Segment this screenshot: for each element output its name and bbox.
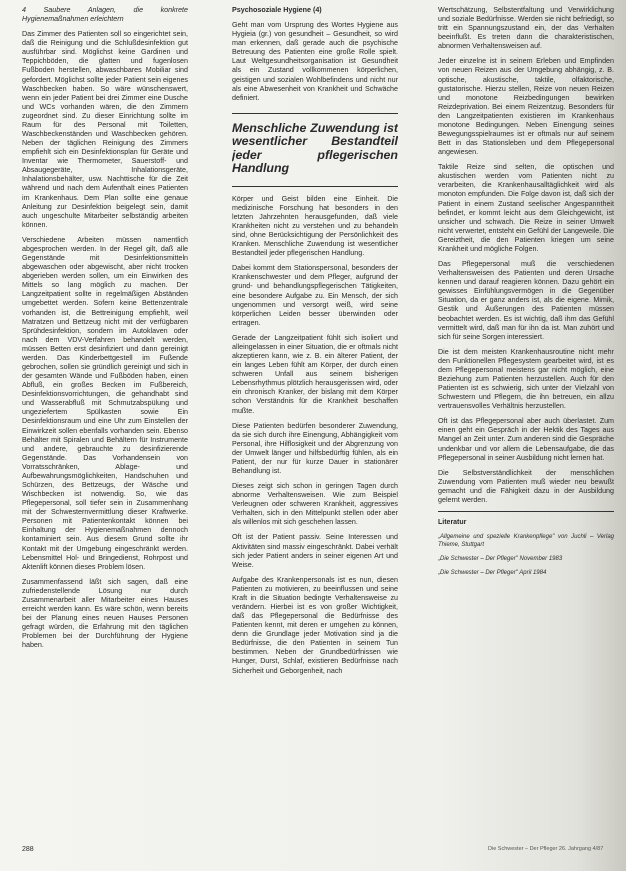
paragraph: Körper und Geist bilden eine Einheit. Die medizinische Forschung hat besonders in den letzten Jahrzehnten herausgefunden, daß viele Krankheiten nicht zu verstehen und zu behandeln sind, ohne Berücksichtigung der Persönlichkeit des Kranken. Menschliche Zuwendung ist wesentlicher Bestandteil jeder pflegerischen Handlung.: [232, 194, 398, 258]
paragraph: Das Pflegepersonal muß die verschiedenen Verhaltensweisen des Patienten und deren Ursache kennen und darauf reagieren können. Dazu gehört ein gewisses Einfühlungsvermögen in die Gegenüber Situation, da er ganz anders ist, als die eigene. Mimik, Gestik und Äußerungen des Patienten müssen beobachtet werden. Es ist wichtig, daß ihm das Gefühl vermittelt wird, daß man für ihn da ist. Man zuhört und sich für seine Sorgen interessiert.: [438, 260, 614, 341]
literature-entry: „Die Schwester – Der Pfleger" November 1983: [438, 556, 563, 563]
paragraph: Verschiedene Arbeiten müssen namentlich abgesprochen werden. In der Regel gilt, daß alle Gegenstände mit Desinfektionsmitteln abgewaschen oder abgewischt, aber nicht trocken abgerieben werden sollen, um ein Einwirken des Mittels so lang möglich zu machen. Der Langzeitpatient sollte in regelmäßigen Abständen umgebettet werden. Sofern keine Bettenzentrale vorhanden ist, die Bettreinigung empfiehlt, weil Matratzen und Bettzeug nicht mit der verfügbaren Sprühdesinfektion, sondern im Autoklaven oder nach dem VDV-Verfahren behandelt werden, müssen Betten erst desinfiziert und dann gereinigt werden. Das Kinderbettgestell im Fußende gebrochen, sollen sie gründlich gereinigt und sich in der gesamten Wände und Fußböden haben, einen Abfluß, ein großes Becken im Fußbereich, Desinfektionsvorrichtungen, die gehandhabt sind und Wasserabfluß mit Schmutzabspülung und ungeziefertem Spülkasten sowie Ein Desinfektionsraum und eine Uhr zum Einstellen der Einwirkzeit sollen ebenfalls vorhanden sein. Ebenso Behälter mit Spiralen und Behältern für Instrumente und andere, gebrauchte zu desinfizierende Gegenstände. Das Vorhandensein von Vorratsschränken, Ablage- und Aufbewahrungsmöglichkeiten, Handschuhen und Schürzen, des Bettzeugs, der Wäsche und Wischbecken ist notwendig. So, wie das Pflegepersonal, soll tiefer sein in Zusammenhang mit der Schwesternvermittlung dieser Kraftwerke. Personen mit Patientenkontakt können bei Einhaltung der Hygienemaßnahmen dennoch kontaminiert sein. Aus diesem Grund sollte ihr Kontakt mit der Umgebung eingeschränkt werden. Lebensmittel Hol- und Bringedienst, Rohrpost und Aktenlift können dieses Problem lösen.: [22, 235, 188, 571]
paragraph: Das Zimmer des Patienten soll so eingerichtet sein, daß die Reinigung und die Schlußdesinfektion gut ausführbar sind. Möglichst keine Gardinen und Teppichböden, die glatten und fugenlosen Fußboden herstellen, abwaschbares Mobiliar sind gefordert. Möglichst sollte jeder Patient sein eigenes Waschbecken haben. So wäre wünschenswert, wenn ein jeder Patient bei drei Zimmer eine Dusche und WCs vorhanden wären, die den Zimmern zugeordnet sind. Zu dieser Einrichtung sollte im Raum für des Personal mit Toiletten, Waschbeckenständen und Waschbecken gehören. Neben der täglichen Reinigung des Zimmers empfiehlt sich ein Desinfektionsplan für Geräte und Inventar wie Thermometer, Sauerstoff- und Absaugegeräte, Inhalationsgeräte, Inhalationsbehälter, usw. Nachttische für die Zeit während und nach dem Aufenthalt eines Patienten im Krankenhaus. Dem Plan sollte eine genaue Anleitung zur Desinfektion beigelegt sein, damit auch ungeschulte Mitarbeiter selbständig arbeiten können.: [22, 30, 188, 229]
footer-source: Die Schwester – Der Pfleger 26. Jahrgang 4/87: [488, 846, 604, 852]
literature-entry: „Allgemeine und spezielle Krankenpflege" von Juchli – Verlag Thieme, Stuttgart: [438, 534, 614, 549]
literature-title: Literatur: [438, 518, 467, 526]
paragraph: Die ist dem meisten Krankenhausroutine nicht mehr den Funktionellen Pflegesystem gearbeitet wird, ist es dem Pflegepersonal meistens gar nicht möglich, eine Beziehung zum Patienten herzustellen. Auch für den Patienten ist es schwierig, sich unter der Vielzahl von Schwestern und Pflegern, die ihn betreuen, ein allzu vertrauensvolles Verhältnis herzustellen.: [438, 347, 614, 411]
paragraph: Oft ist der Patient passiv. Seine Interessen und Aktivitäten sind massiv eingeschränkt. Dabei verhält sich jeder Patient anders in seiner eigenen Art und Weise.: [232, 533, 398, 569]
divider: [232, 186, 398, 187]
paragraph: Dabei kommt dem Stationspersonal, besonders der Krankenschwester und dem Pfleger, aufgrund der grund- und behandlungspflegerischen Tätigkeiten, eine besondere Aufgabe zu. Ein Mensch, der sich ungenommen und versorgt weiß, wird seine körperlichen Leiden besser überwinden oder ertragen.: [232, 264, 398, 327]
headline: Menschliche Zuwendung ist wesentlicher Bestandteil jeder pflegerischen Handlung: [232, 120, 398, 176]
literature-entry: „Die Schwester – Der Pfleger" April 1984: [438, 570, 547, 577]
paragraph: Geht man vom Ursprung des Wortes Hygiene aus Hygieia (gr.) von gesundheit – Gesundheit, so wird man erkennen, daß gerade auch die psychische Betreuung des Patienten eine große Rolle spielt. Laut Weltgesundheitsorganisation ist Gesundheit als ein Zustand vollkommenen körperlichen, geistigen und sozialen Wohlbefindens und nicht nur als eine Abwesenheit von Krankheit und Schwäche definiert.: [232, 21, 398, 102]
column-middle: [232, 6, 398, 846]
column-left: [22, 6, 188, 846]
paragraph: Zusammenfassend läßt sich sagen, daß eine zufriedenstellende Lösung nur durch Zusammenarbeit aller Mitarbeiter eines Hauses erreicht werden kann. Es wäre schön, wenn bereits bei der Planung eines neuen Hauses Personen gefragt würden, die Erfahrung mit den täglichen Problemen bei der Durchführung der Hygiene haben.: [22, 577, 188, 650]
literature-divider: [438, 511, 614, 512]
paragraph: Taktile Reize sind selten, die optischen und akustischen werden vom Patienten nicht zu verarbeiten, die Krankenhausalltäglichkeit wird als monoton empfunden. Die Folge davon ist, daß sich der Patient in einem Zustand seelischer Angespanntheit befindet, er kommt leicht aus dem Gleichgewicht, ist unsicher und schwach. Die Reize in seiner Umwelt nicht verwertet, entsteht ein Gefühl der Langeweile. Die Gereiztheit, die den Patienten kriegen um seine Krankheit und mögliche Folgen.: [438, 163, 614, 253]
paragraph: Gerade der Langzeitpatient fühlt sich isoliert und alleingelassen in einer Situation, die er oftmals nicht akzeptieren kann, wie z. B. ein älterer Patient, der ein langes Leben fühlt am Körper, der durch einen schweren Unfall aus seinem bisherigen Lebensrhythmus plötzlich herausgerissen wird, oder ein chronisch Kranker, der bislang mit dem Körper schon Verständnis für die Krankheit beschaffen mußte.: [232, 333, 398, 415]
paragraph: Dieses zeigt sich schon in geringen Tagen durch abnorme Verhaltensweisen. Wie zum Beispiel Verleugnen oder schweren Krankheit, aggressives Verhalten, sich in den Mittelpunkt stellen oder aber als willenlos mit sich geschehen lassen.: [232, 482, 398, 527]
paragraph: Aufgabe des Krankenpersonals ist es nun, diesen Patienten zu motivieren, zu beeinflussen und seine Kraft in die Situation bedingte Verhaltensweise zu verändern. Hierbei ist es von großer Wichtigkeit, daß das Pflegepersonal die Bedürfnisse des Patienten kennt, mit deren er umgehen zu können, denn die Grundlage jeder Motivation sind ja die Bedürfnisse, die den Patienten in seinem Tun bestimmen. Neben der Grundbedürfnissen wie Hunger, Durst, Schlaf, existieren Bedürfnisse nach Sicherheit und Geborgenheit, nach: [232, 575, 398, 675]
paragraph: Jeder einzelne ist in seinem Erleben und Empfinden von neuen Reizen aus der Umgebung abhängig, z. B. optische, akustische, taktile, olfaktorische, gustatorische. Hierzu stellen, Reize von neuen Reizen und monotone Reizbedingungen bewirken Reizdeprivation. Bei einem Reizentzug. Besonders für den Langzeitpatienten existieren im Krankenhaus monotone Bedingungen. Neben Einengung seines Bewegungsspielraumes ist er oftmals nur auf seinem Bett in das Stationsleben und dem Pflegepersonal angewiesen.: [438, 57, 614, 157]
divider: [232, 113, 398, 114]
column-right: [438, 6, 614, 826]
paragraph: Diese Patienten bedürfen besonderer Zuwendung, da sie sich durch ihre Einengung, Abhängigkeit vom Personal, ihre Hilflosigkeit und der Abgrenzung von der Umwelt länger und hilfsbedürftig fühlen, als ein Patient, der nur für kurze Dauer in stationärer Behandlung ist.: [232, 421, 398, 475]
paragraph: Oft ist das Pflegepersonal aber auch überlastet. Zum einen geht ein Gespräch in der Hektik des Tages aus Mangel an Zeit unter. Zum anderen sind die Gespräche undenkbar und vor allem die Lebensaufgabe, die das Pflegepersonal in seiner Ausbildung nicht lernen hat.: [438, 417, 614, 462]
paragraph: Die Selbstverständlichkeit der menschlichen Zuwendung vom Patienten muß wieder neu bewußt gemacht und die Fähigkeit dazu in der Ausbildung gelernt werden.: [438, 468, 614, 504]
page-number: 288: [22, 846, 34, 853]
paragraph: Wertschätzung, Selbstentfaltung und Verwirklichung und soziale Bedürfnisse. Werden sie nicht befriedigt, so tritt ein Spannungszustand ein, der das Verhalten beeinflußt. Es treten dann die charakteristischen, abnormen Verhaltensweisen auf.: [438, 6, 614, 51]
intro-heading: 4 Saubere Anlagen, die konkrete Hygienemaßnahmen erleichtern: [22, 6, 188, 24]
section-title: Psychosoziale Hygiene (4): [232, 6, 322, 14]
